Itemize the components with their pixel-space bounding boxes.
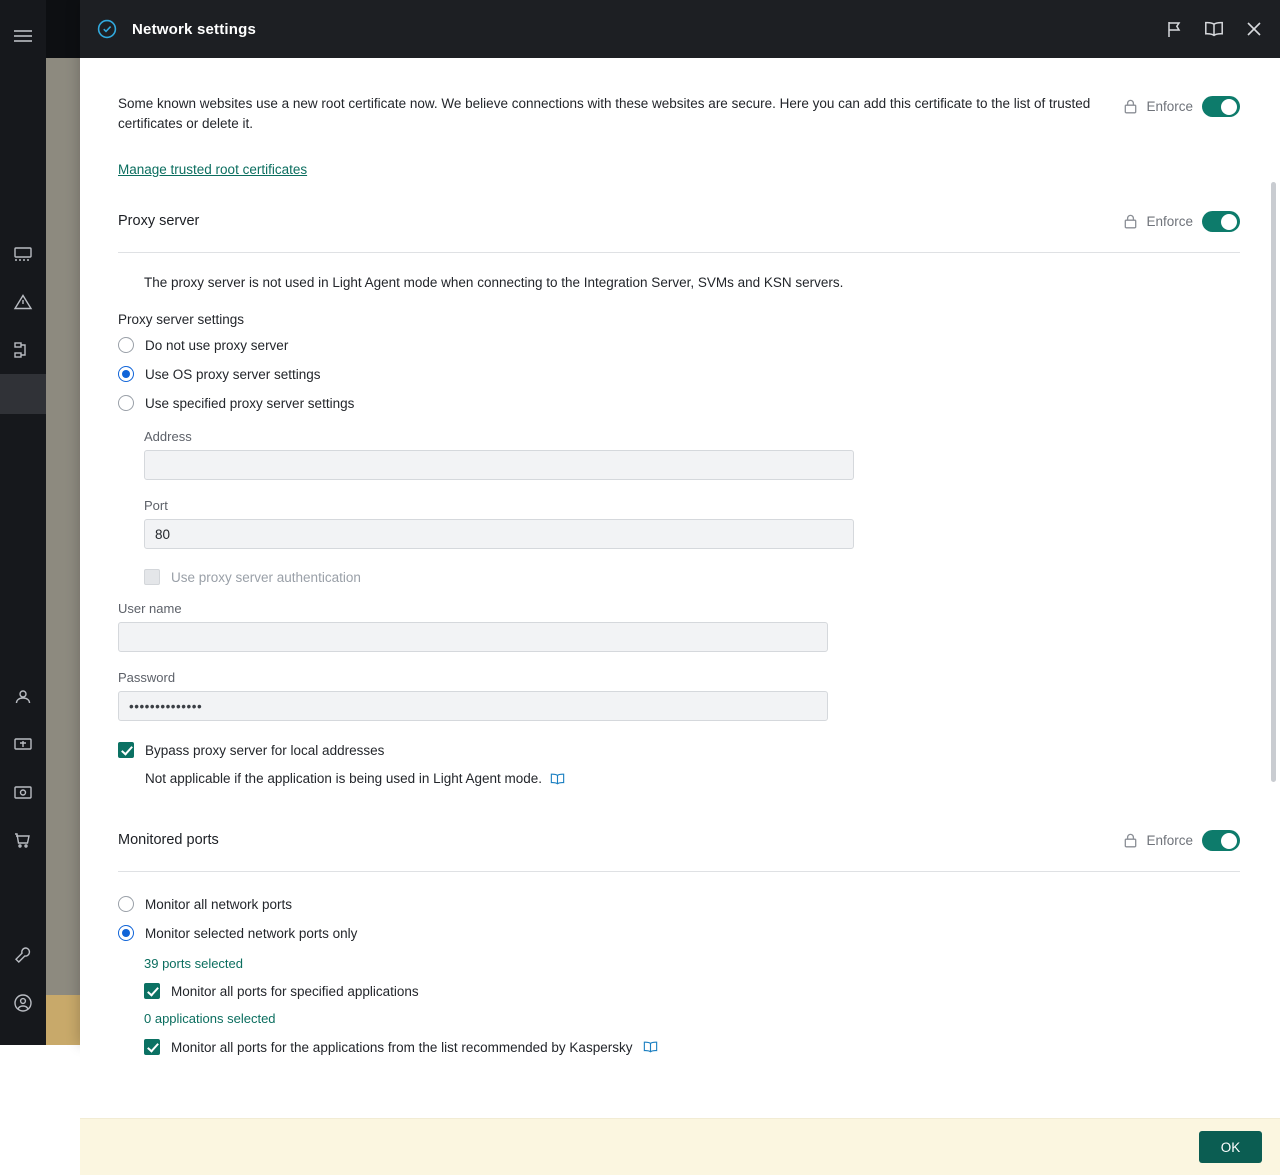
root-certificate-section <box>118 94 1240 133</box>
device-tree-icon[interactable] <box>0 326 46 374</box>
hamburger-menu-icon[interactable] <box>0 12 46 60</box>
ok-button[interactable]: OK <box>1199 1131 1262 1163</box>
monitored-ports-enforce-label: Enforce <box>1146 833 1193 849</box>
settings-scroll-area <box>80 58 1280 1118</box>
radio-indicator[interactable] <box>118 395 134 411</box>
applications-selected-link[interactable]: 0 applications selected <box>144 1011 276 1027</box>
proxy-enforce-toggle[interactable] <box>1202 211 1240 232</box>
username-input[interactable] <box>118 622 828 652</box>
proxy-enforce-group <box>1124 209 1240 232</box>
bypass-proxy-local-addresses-checkbox[interactable] <box>118 742 134 758</box>
use-proxy-authentication-row <box>144 569 1240 585</box>
monitor-share-icon[interactable] <box>0 721 46 769</box>
monitor-recommended-applications-label: Monitor all ports for the applications from the list recommended by Kaspersky <box>171 1039 633 1055</box>
rail-top-icons <box>0 12 46 60</box>
monitor-specified-applications-checkbox[interactable] <box>144 983 160 999</box>
vertical-scrollbar-thumb[interactable] <box>1271 182 1276 782</box>
root-certificate-description: Some known websites use a new root certificate now. We believe connections with these websites are secure. Here you can add this certificate to the list of trusted certificates or delete it. <box>118 96 1091 131</box>
proxy-server-section-header <box>118 209 1240 232</box>
monitored-ports-title: Monitored ports <box>118 831 219 848</box>
vertical-scrollbar-track[interactable] <box>1272 116 1278 1008</box>
use-proxy-authentication-checkbox <box>144 569 160 585</box>
manage-trusted-root-certificates-link[interactable]: Manage trusted root certificates <box>118 162 308 178</box>
monitor-recommended-applications-row[interactable] <box>144 1039 1240 1055</box>
monitored-ports-divider <box>118 871 1240 872</box>
dialog-title-bar <box>80 0 1280 58</box>
lock-icon <box>1124 833 1137 848</box>
radio-indicator[interactable] <box>118 366 134 382</box>
bypass-proxy-note-row <box>145 771 1240 786</box>
address-input[interactable] <box>144 450 854 480</box>
dialog-title: Network settings <box>132 20 257 38</box>
help-book-icon[interactable] <box>643 1041 658 1053</box>
monitor-recommended-applications-checkbox[interactable] <box>144 1039 160 1055</box>
certificates-enforce-toggle[interactable] <box>1202 96 1240 117</box>
monitored-ports-section-header <box>118 828 1240 851</box>
reports-icon[interactable] <box>0 230 46 278</box>
address-label: Address <box>144 429 192 445</box>
help-book-icon[interactable] <box>550 773 565 785</box>
radio-monitor-all-ports[interactable] <box>118 896 1240 912</box>
main-navigation-rail <box>0 0 46 1045</box>
proxy-enforce-label: Enforce <box>1146 214 1193 230</box>
bypass-proxy-local-addresses-label: Bypass proxy server for local addresses <box>145 742 385 758</box>
certificates-enforce-label: Enforce <box>1146 99 1193 114</box>
bypass-proxy-local-addresses-row[interactable] <box>118 742 1240 758</box>
radio-monitor-selected-ports[interactable] <box>118 925 1240 941</box>
bypass-proxy-note: Not applicable if the application is being used in Light Agent mode. <box>145 771 543 787</box>
radio-use-specified-proxy[interactable] <box>118 395 1240 411</box>
username-label: User name <box>118 601 182 617</box>
dialog-footer <box>80 1118 1280 1175</box>
proxy-light-agent-note: The proxy server is not used in Light Agent mode when connecting to the Integration Server, SVMs and KSN servers. <box>144 275 844 291</box>
proxy-settings-label: Proxy server settings <box>118 312 245 328</box>
radio-label: Monitor selected network ports only <box>145 925 358 941</box>
rail-selected-item[interactable] <box>0 374 46 414</box>
proxy-server-title: Proxy server <box>118 212 200 229</box>
close-icon[interactable] <box>1246 21 1262 37</box>
password-label: Password <box>118 670 176 686</box>
radio-indicator[interactable] <box>118 337 134 353</box>
radio-label: Use specified proxy server settings <box>145 395 355 411</box>
monitored-ports-enforce-toggle[interactable] <box>1202 830 1240 851</box>
account-circle-icon[interactable] <box>0 979 46 1027</box>
flag-icon[interactable] <box>1166 20 1182 38</box>
radio-label: Monitor all network ports <box>145 896 293 912</box>
use-proxy-authentication-label: Use proxy server authentication <box>171 569 361 585</box>
radio-do-not-use-proxy[interactable] <box>118 337 1240 353</box>
radio-label: Do not use proxy server <box>145 337 289 353</box>
help-book-icon[interactable] <box>1204 21 1224 37</box>
radio-indicator[interactable] <box>118 896 134 912</box>
port-label: Port <box>144 498 168 514</box>
ports-selected-link[interactable]: 39 ports selected <box>144 956 244 972</box>
remote-desktop-icon[interactable] <box>0 769 46 817</box>
lock-icon <box>1124 214 1137 229</box>
proxy-divider <box>118 252 1240 253</box>
radio-use-os-proxy[interactable] <box>118 366 1240 382</box>
monitored-ports-enforce-group <box>1124 828 1240 851</box>
monitor-specified-applications-row[interactable] <box>144 983 1240 999</box>
license-cart-icon[interactable] <box>0 817 46 865</box>
certificates-enforce-group <box>1124 94 1240 117</box>
warning-triangle-icon[interactable] <box>0 278 46 326</box>
lock-icon <box>1124 99 1137 114</box>
target-icon <box>96 18 118 40</box>
dialog-title-actions <box>1166 20 1262 38</box>
port-input[interactable]: 80 <box>144 519 854 549</box>
monitor-specified-applications-label: Monitor all ports for specified applications <box>171 983 419 999</box>
password-input[interactable]: •••••••••••••• <box>118 691 828 721</box>
wrench-tools-icon[interactable] <box>0 931 46 979</box>
user-icon[interactable] <box>0 673 46 721</box>
radio-label: Use OS proxy server settings <box>145 366 321 382</box>
radio-indicator[interactable] <box>118 925 134 941</box>
network-settings-dialog <box>80 0 1280 1155</box>
